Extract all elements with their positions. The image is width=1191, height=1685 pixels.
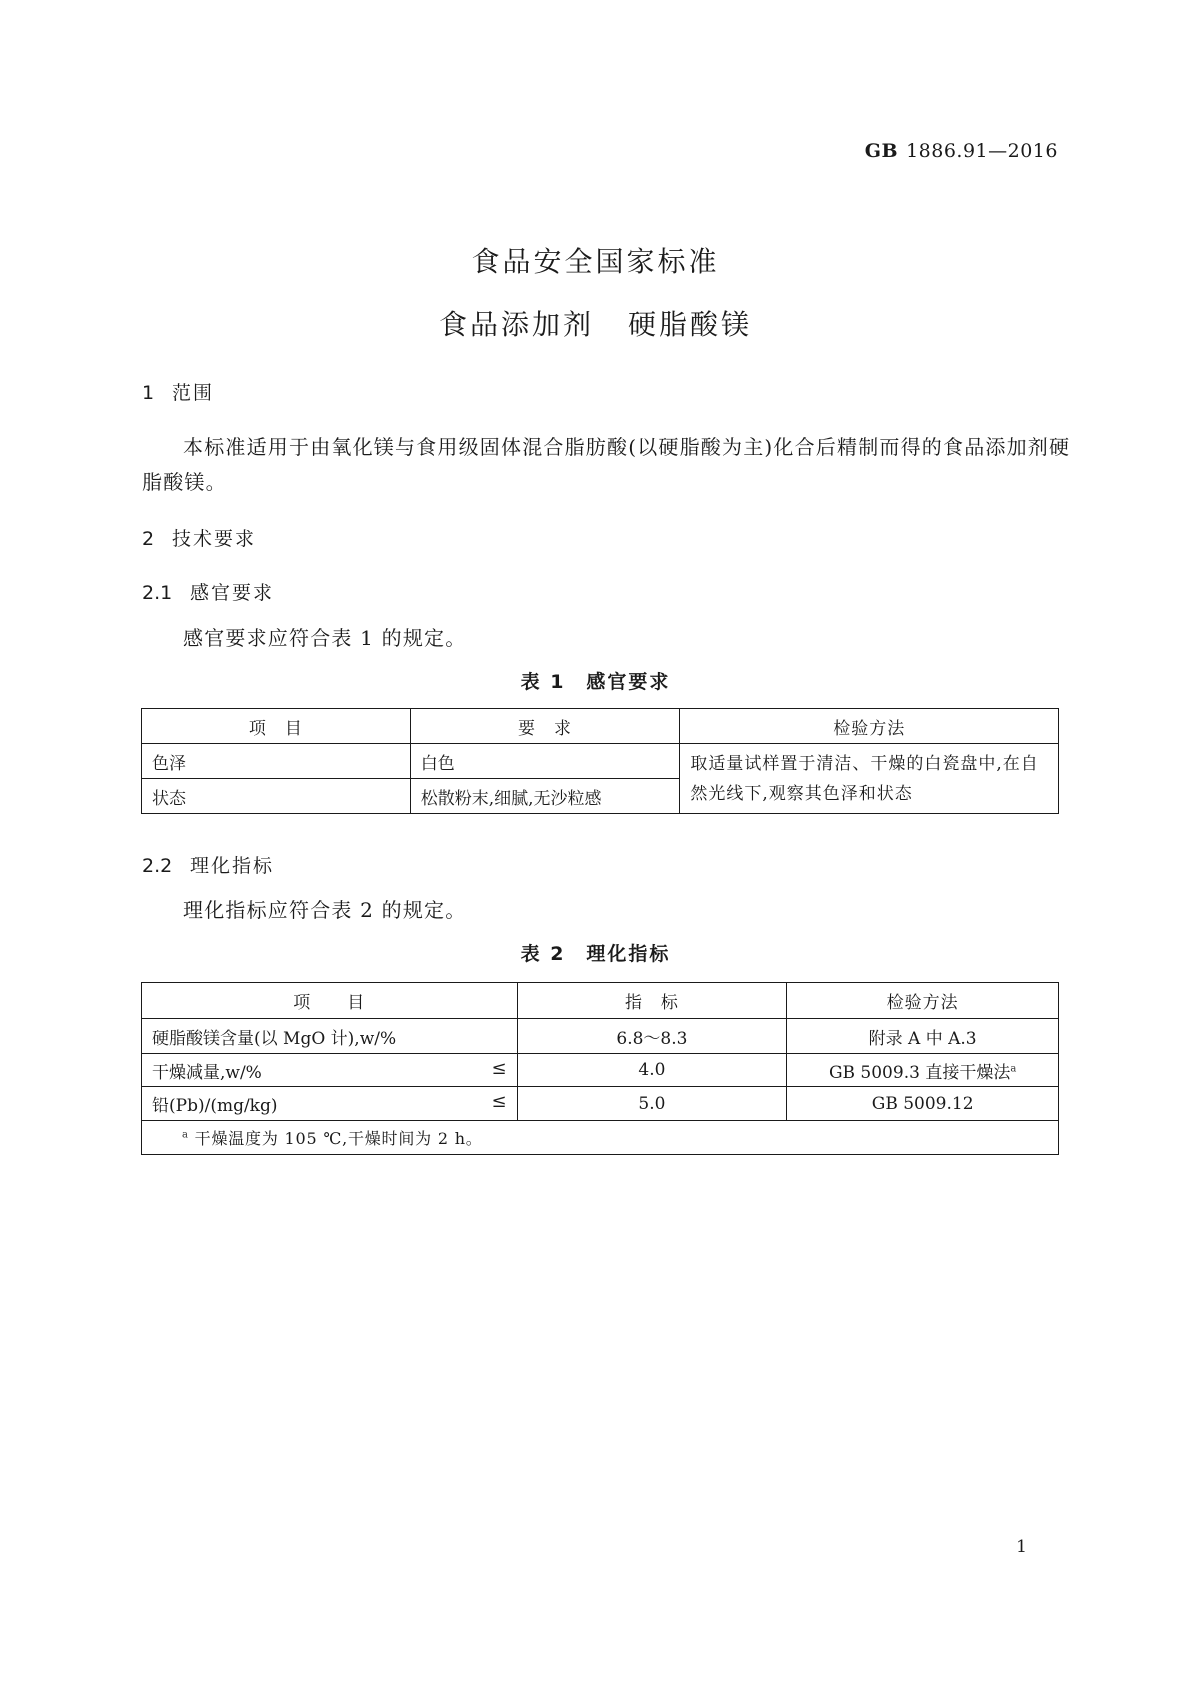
section-2-1-title: 感官要求	[190, 582, 275, 604]
footnote-mark: a	[1010, 1062, 1017, 1074]
document-subtitle	[0, 303, 1191, 343]
table-2-footnote	[142, 1121, 1059, 1155]
table-2-cell-value: 4.0	[517, 1054, 787, 1087]
section-2-2-number: 2.2	[142, 855, 173, 877]
table-2-footnote-row	[142, 1121, 1059, 1155]
table-2-header-method: 检验方法	[787, 983, 1059, 1019]
table-2-method-text: 附录 A 中 A.3	[868, 1028, 977, 1049]
table-1	[141, 708, 1059, 814]
table-2-item-text: 铅(Pb)/(mg/kg)	[152, 1096, 278, 1116]
table-2-cell-item	[142, 1019, 518, 1054]
table-2	[141, 982, 1059, 1155]
table-2-caption: 表 2 理化指标	[520, 943, 671, 965]
table-2-header-item: 项 目	[142, 983, 518, 1019]
table-1-method-line-2: 然光线下,观察其色泽和状态	[690, 783, 913, 804]
table-row	[142, 1054, 1059, 1087]
table-1-cell-requirement: 白色	[410, 744, 680, 779]
standard-code	[865, 140, 1058, 162]
document-title: 食品安全国家标准	[471, 245, 720, 278]
table-2-cell-item	[142, 1087, 518, 1121]
section-2-1-heading	[142, 578, 274, 605]
table-2-cell-method	[787, 1019, 1059, 1054]
table-2-cell-value: 5.0	[517, 1087, 787, 1121]
table-1-cell-item: 状态	[142, 779, 411, 814]
less-equal-sign: ≤	[491, 1057, 507, 1079]
table-1-caption: 表 1 感官要求	[520, 671, 671, 693]
footnote-text: 干燥温度为 105 ℃,干燥时间为 2 h。	[194, 1129, 483, 1148]
page-number: 1	[1016, 1537, 1027, 1557]
section-1-number: 1	[142, 382, 155, 404]
section-1-title: 范围	[172, 382, 215, 404]
table-2-item-text: 干燥减量,w/%	[152, 1062, 262, 1083]
table-2-cell-value: 6.8～8.3	[517, 1019, 787, 1054]
footnote-mark: a	[182, 1129, 189, 1141]
section-2-2-heading	[142, 851, 274, 878]
section-2-title: 技术要求	[172, 528, 257, 550]
table-2-header-row	[142, 983, 1059, 1019]
section-2-number: 2	[142, 528, 155, 550]
table-1-header-requirement: 要 求	[410, 709, 680, 744]
standard-number: 1886.91—2016	[906, 140, 1058, 162]
table-row	[142, 1087, 1059, 1121]
table-1-cell-item: 色泽	[142, 744, 411, 779]
section-2-1-number: 2.1	[142, 582, 173, 604]
standard-prefix: GB	[864, 140, 899, 162]
section-2-heading	[142, 524, 256, 551]
table-2-method-text: GB 5009.3 直接干燥法	[828, 1062, 1011, 1083]
subtitle-part-2: 硬脂酸镁	[628, 308, 753, 341]
section-1-body-line-2: 脂酸镁。	[142, 470, 227, 494]
section-1-heading	[142, 378, 214, 405]
subtitle-part-1: 食品添加剂	[438, 308, 594, 341]
table-1-header-method: 检验方法	[680, 709, 1059, 744]
table-2-method-text: GB 5009.12	[871, 1093, 974, 1114]
section-2-2-title: 理化指标	[190, 855, 275, 877]
table-2-cell-method	[787, 1054, 1059, 1087]
table-1-header-row	[142, 709, 1059, 744]
table-row	[142, 1019, 1059, 1054]
table-2-item-text: 硬脂酸镁含量(以 MgO 计),w/%	[152, 1028, 397, 1049]
table-1-method-line-1: 取适量试样置于清洁、干燥的白瓷盘中,在自	[690, 753, 1039, 774]
section-2-1-body: 感官要求应符合表 1 的规定。	[183, 626, 467, 650]
table-1-cell-requirement: 松散粉末,细腻,无沙粒感	[410, 779, 680, 814]
table-2-cell-item	[142, 1054, 518, 1087]
table-1-header-item: 项 目	[142, 709, 411, 744]
less-equal-sign: ≤	[491, 1091, 507, 1112]
section-1-body-line-1: 本标准适用于由氧化镁与食用级固体混合脂肪酸(以硬脂酸为主)化合后精制而得的食品添加剂硬	[183, 435, 1071, 459]
table-row	[142, 744, 1059, 779]
table-2-cell-method	[787, 1087, 1059, 1121]
table-1-cell-method	[680, 744, 1059, 814]
section-2-2-body: 理化指标应符合表 2 的规定。	[183, 898, 467, 922]
table-2-header-index: 指 标	[517, 983, 787, 1019]
